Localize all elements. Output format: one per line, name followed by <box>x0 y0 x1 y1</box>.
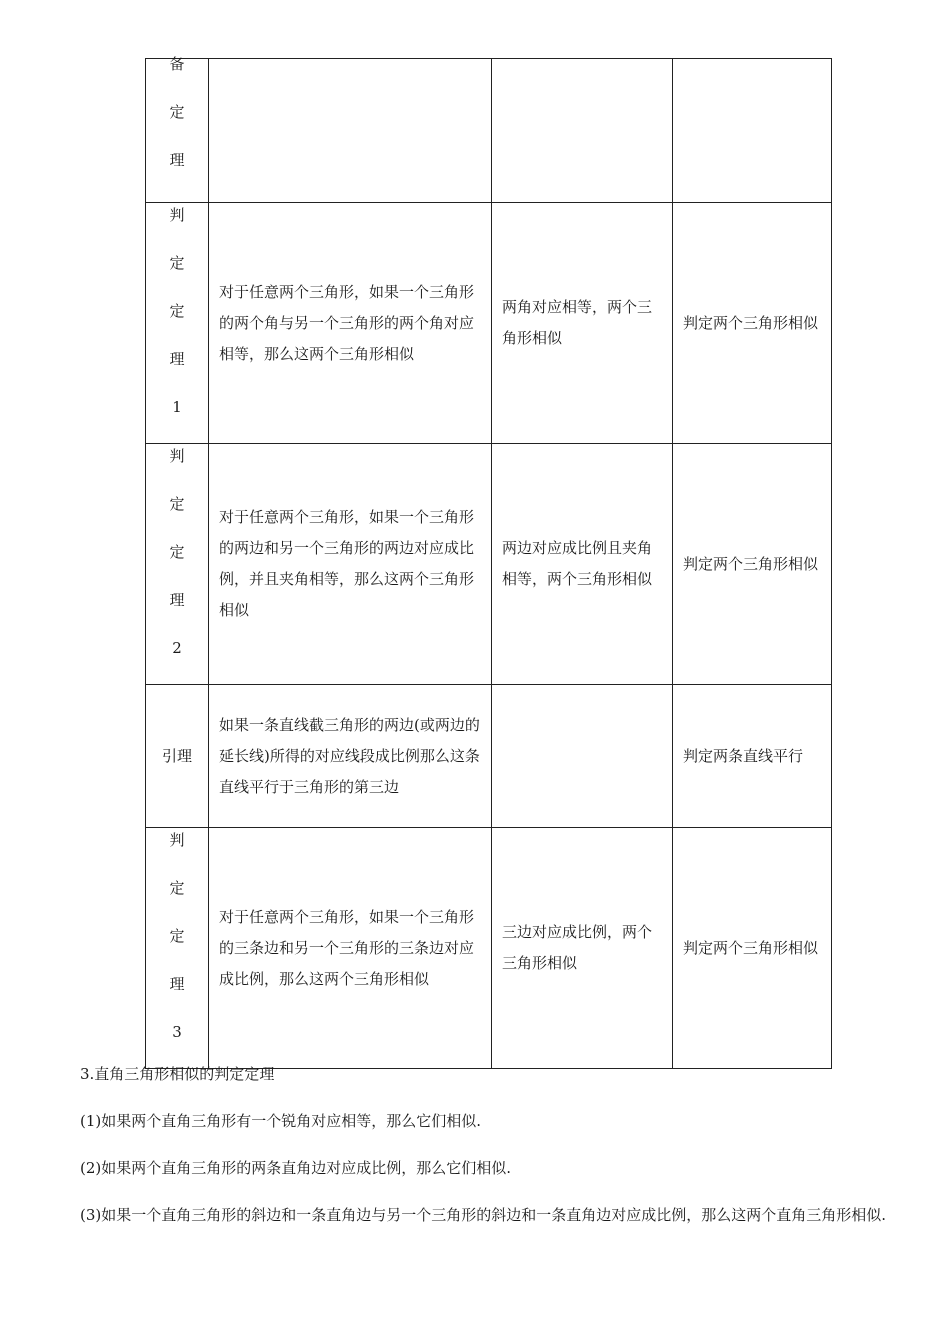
theorem-name-char: 理 <box>169 975 185 993</box>
table-row <box>146 685 832 828</box>
theorem-name-cell <box>146 444 209 685</box>
theorem-purpose-cell: 判定两个三角形相似 <box>673 203 832 444</box>
theorem-content-cell: 对于任意两个三角形，如果一个三角形的三条边和另一个三角形的三条边对应成比例，那么这两个三角形相似 <box>209 828 492 1069</box>
section-item: (3)如果一个直角三角形的斜边和一条直角边与另一个三角形的斜边和一条直角边对应成比例，那么这两个直角三角形相似. <box>80 1206 887 1224</box>
theorem-name-cell: 引理 <box>146 685 209 828</box>
theorem-name-char: 1 <box>172 398 182 416</box>
theorem-name-char: 理 <box>169 150 185 169</box>
table-row <box>146 59 832 203</box>
section-item: (1)如果两个直角三角形有一个锐角对应相等，那么它们相似. <box>80 1112 482 1130</box>
theorem-purpose-cell: 判定两个三角形相似 <box>673 444 832 685</box>
theorem-name-char: 定 <box>169 495 185 513</box>
theorem-name-char: 定 <box>169 927 185 945</box>
table-row <box>146 828 832 1069</box>
theorem-condition-cell <box>492 59 673 203</box>
table-row <box>146 203 832 444</box>
theorem-condition-cell: 两角对应相等，两个三角形相似 <box>492 203 673 444</box>
section-heading: 3.直角三角形相似的判定定理 <box>80 1065 275 1083</box>
theorem-content-cell <box>209 59 492 203</box>
theorem-condition-cell <box>492 685 673 828</box>
theorem-name-char: 定 <box>169 543 185 561</box>
theorem-condition-cell: 两边对应成比例且夹角相等，两个三角形相似 <box>492 444 673 685</box>
theorem-name-cell <box>146 828 209 1069</box>
theorem-name-cell <box>146 203 209 444</box>
theorem-purpose-cell: 判定两条直线平行 <box>673 685 832 828</box>
section-item: (2)如果两个直角三角形的两条直角边对应成比例，那么它们相似. <box>80 1159 512 1177</box>
theorem-purpose-cell: 判定两个三角形相似 <box>673 828 832 1069</box>
theorem-purpose-cell <box>673 59 832 203</box>
theorem-name-char: 判 <box>169 831 185 849</box>
theorem-content-cell: 对于任意两个三角形，如果一个三角形的两边和另一个三角形的两边对应成比例，并且夹角相等，那么这两个三角形相似 <box>209 444 492 685</box>
theorem-name-char: 备 <box>169 54 185 73</box>
table-row <box>146 444 832 685</box>
theorem-name-char: 3 <box>172 1023 182 1041</box>
theorem-name-char: 定 <box>169 254 185 272</box>
theorem-name-char: 理 <box>169 591 185 609</box>
theorem-condition-cell: 三边对应成比例，两个三角形相似 <box>492 828 673 1069</box>
theorem-content-cell: 如果一条直线截三角形的两边(或两边的延长线)所得的对应线段成比例那么这条直线平行于三角形的第三边 <box>209 685 492 828</box>
theorem-name-char: 2 <box>172 639 182 657</box>
theorem-name-char: 定 <box>169 302 185 320</box>
theorem-content-cell: 对于任意两个三角形，如果一个三角形的两个角与另一个三角形的两个角对应相等，那么这两个三角形相似 <box>209 203 492 444</box>
theorem-name-char: 定 <box>169 102 185 121</box>
theorem-name-char: 判 <box>169 206 185 224</box>
theorem-name-char: 理 <box>169 350 185 368</box>
theorem-name-char: 定 <box>169 879 185 897</box>
theorem-name-char: 判 <box>169 447 185 465</box>
theorem-name-cell <box>146 54 209 203</box>
theorem-table <box>145 54 832 1069</box>
